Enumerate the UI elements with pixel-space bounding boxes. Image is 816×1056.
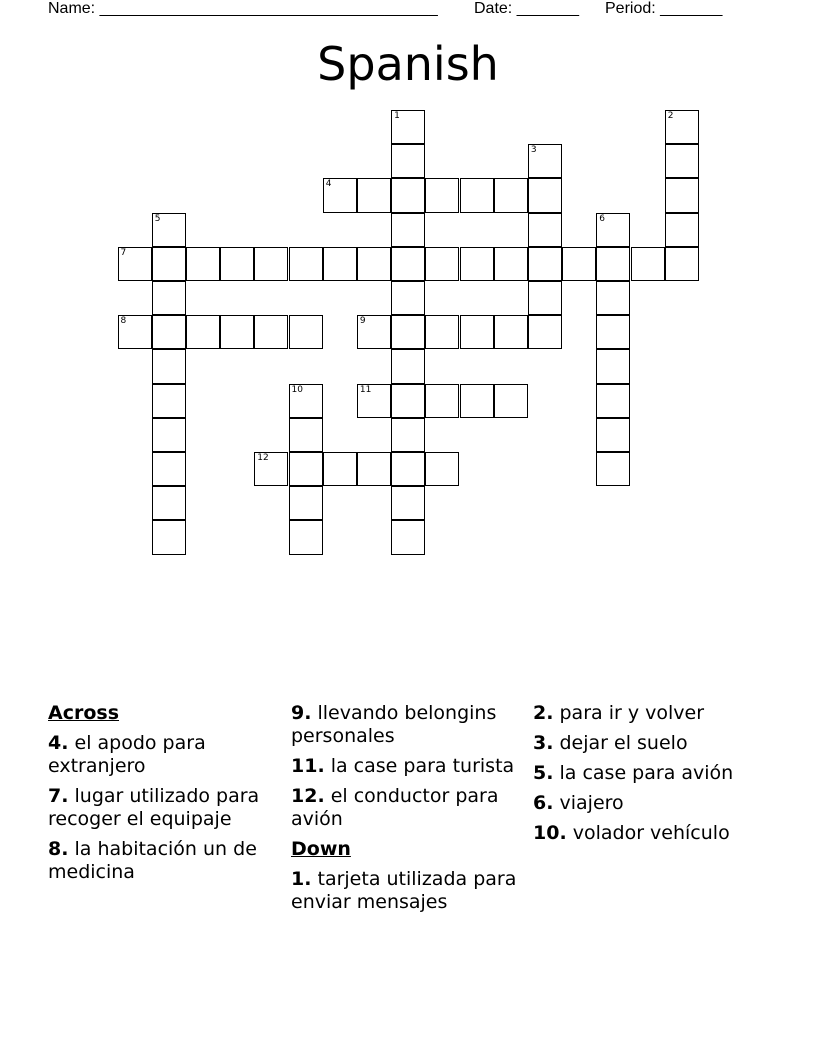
crossword-cell[interactable] [391,281,425,315]
crossword-cell[interactable] [357,247,391,281]
crossword-cell[interactable] [254,247,288,281]
crossword-cell[interactable] [425,247,459,281]
crossword-cell[interactable] [357,452,391,486]
crossword-cell[interactable] [494,384,528,418]
clue-text: la habitación un de medicina [48,838,257,883]
clue-across-11 [291,755,526,778]
clue-column-1 [48,702,283,891]
crossword-cell[interactable] [391,247,425,281]
crossword-cell[interactable] [665,178,699,212]
clue-text: dejar el suelo [559,732,688,754]
crossword-cell[interactable] [152,315,186,349]
crossword-cell[interactable] [220,315,254,349]
crossword-cell[interactable] [460,384,494,418]
clue-text: la case para turista [330,755,515,777]
crossword-cell[interactable] [596,281,630,315]
crossword-cell[interactable] [186,315,220,349]
crossword-cell[interactable] [425,178,459,212]
crossword-cell[interactable] [665,213,699,247]
crossword-cell[interactable] [528,213,562,247]
crossword-cell[interactable] [289,486,323,520]
clue-number: 10. [533,822,567,844]
crossword-cell[interactable] [391,315,425,349]
cell-number: 9 [359,316,366,327]
clue-across-9 [291,702,526,748]
crossword-cell[interactable] [665,144,699,178]
crossword-cell[interactable] [528,315,562,349]
crossword-cell[interactable] [289,384,323,418]
crossword-cell[interactable] [391,486,425,520]
crossword-cell[interactable] [596,384,630,418]
clue-number: 7. [48,785,69,807]
crossword-cell[interactable] [596,452,630,486]
clue-down-6 [533,792,768,815]
crossword-cell[interactable] [289,452,323,486]
crossword-cell[interactable] [152,520,186,554]
name-field[interactable]: Name: ______________________________________ [48,0,438,17]
crossword-cell[interactable] [391,452,425,486]
clue-across-12 [291,785,526,831]
clue-down-1 [291,868,526,914]
crossword-cell[interactable] [323,452,357,486]
crossword-cell[interactable] [391,178,425,212]
crossword-cell[interactable] [118,315,152,349]
crossword-cell[interactable] [391,110,425,144]
cell-number: 5 [154,213,161,224]
crossword-cell[interactable] [391,418,425,452]
crossword-cell[interactable] [152,349,186,383]
clue-number: 4. [48,732,69,754]
crossword-cell[interactable] [596,247,630,281]
clue-text: tarjeta utilizada para enviar mensajes [291,868,517,913]
crossword-cell[interactable] [528,144,562,178]
crossword-cell[interactable] [391,520,425,554]
crossword-cell[interactable] [460,247,494,281]
crossword-cell[interactable] [460,315,494,349]
crossword-cell[interactable] [665,110,699,144]
crossword-cell[interactable] [357,178,391,212]
clue-across-4 [48,732,283,778]
crossword-cell[interactable] [596,418,630,452]
down-heading: Down [291,838,351,860]
period-field[interactable]: Period: _______ [605,0,723,17]
clue-column-2 [291,702,526,921]
crossword-cell[interactable] [528,247,562,281]
clue-number: 9. [291,702,312,724]
crossword-cell[interactable] [631,247,665,281]
crossword-cell[interactable] [152,418,186,452]
clue-number: 11. [291,755,325,777]
clue-text: la case para avión [559,762,734,784]
crossword-cell[interactable] [494,315,528,349]
crossword-cell[interactable] [357,315,391,349]
crossword-cell[interactable] [152,452,186,486]
cell-number: 3 [530,145,537,156]
crossword-cell[interactable] [152,213,186,247]
crossword-cell[interactable] [562,247,596,281]
crossword-cell[interactable] [391,144,425,178]
crossword-cell[interactable] [254,452,288,486]
crossword-cell[interactable] [152,384,186,418]
crossword-cell[interactable] [254,315,288,349]
cell-number: 2 [667,111,674,121]
clue-text: para ir y volver [559,702,705,724]
crossword-cell[interactable] [152,486,186,520]
cell-number: 1 [394,111,400,121]
clue-number: 5. [533,762,554,784]
cell-number: 10 [291,384,303,395]
clue-text: el conductor para avión [291,785,499,830]
cell-number: 4 [325,179,332,190]
crossword-cell[interactable] [152,247,186,281]
clue-number: 1. [291,868,312,890]
crossword-cell[interactable] [220,247,254,281]
crossword-cell[interactable] [186,247,220,281]
clue-down-5 [533,762,768,785]
crossword-cell[interactable] [391,384,425,418]
crossword-cell[interactable] [425,315,459,349]
cell-number: 7 [120,247,127,258]
crossword-cell[interactable] [425,384,459,418]
crossword-cell[interactable] [528,178,562,212]
clue-down-10 [533,822,768,845]
clue-column-3 [533,702,768,852]
clue-number: 3. [533,732,554,754]
crossword-cell[interactable] [425,452,459,486]
clue-number: 6. [533,792,554,814]
clue-text: volador vehículo [572,822,730,844]
crossword-cell[interactable] [289,247,323,281]
cell-number: 12 [257,453,269,463]
clue-across-7 [48,785,283,831]
cell-number: 6 [599,213,606,224]
crossword-cell[interactable] [152,281,186,315]
cell-number: 11 [359,384,372,395]
clue-number: 12. [291,785,325,807]
crossword-cell[interactable] [118,247,152,281]
clue-text: llevando belongins personales [291,702,497,747]
clue-down-2 [533,702,768,725]
crossword-cell[interactable] [665,247,699,281]
crossword-cell[interactable] [289,520,323,554]
crossword-cell[interactable] [494,247,528,281]
crossword-cell[interactable] [391,213,425,247]
page-title: Spanish [317,37,499,91]
clue-number: 2. [533,702,554,724]
crossword-cell[interactable] [596,213,630,247]
crossword-cell[interactable] [460,178,494,212]
clue-down-3 [533,732,768,755]
crossword-cell[interactable] [357,384,391,418]
crossword-cell[interactable] [289,418,323,452]
crossword-cell[interactable] [494,178,528,212]
date-field[interactable]: Date: _______ [474,0,579,17]
across-heading: Across [48,702,120,724]
crossword-cell[interactable] [528,281,562,315]
cell-number: 8 [120,316,127,327]
clue-text: viajero [559,792,624,814]
crossword-cell[interactable] [323,178,357,212]
crossword-cell[interactable] [289,315,323,349]
clue-text: lugar utilizado para recoger el equipaje [48,785,260,830]
crossword-cell[interactable] [596,315,630,349]
clue-text: el apodo para extranjero [48,732,206,777]
crossword-cell[interactable] [596,349,630,383]
crossword-cell[interactable] [391,349,425,383]
clue-number: 8. [48,838,69,860]
clue-across-8 [48,838,283,884]
crossword-cell[interactable] [323,247,357,281]
